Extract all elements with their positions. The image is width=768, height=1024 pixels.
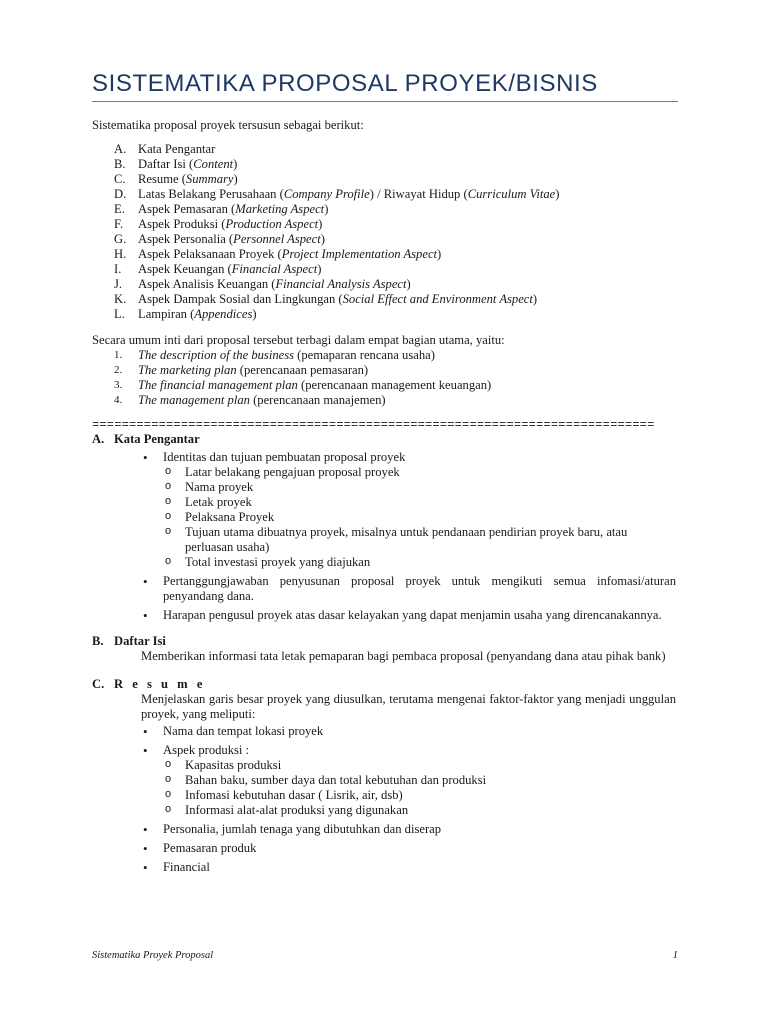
outline-list [92,142,676,322]
page-number: 1 [672,950,678,961]
sub-list-item: o Bahan baku, sumber daya dan total kebutuhan dan produksi [163,773,676,788]
summary-lead: Secara umum inti dari proposal tersebut terbagi dalam empat bagian utama, yaitu: [92,333,505,347]
list-item: • Personalia, jumlah tenaga yang dibutuhkan dan diserap [141,822,676,837]
sub-list-item: o Tujuan utama dibuatnya proyek, misalnya untuk pendanaan pendirian proyek baru, atau perluasan usaha) [163,525,676,555]
section-b-heading: B. Daftar Isi [92,634,166,648]
page-title: SISTEMATIKA PROPOSAL PROYEK/BISNIS [92,70,598,97]
part-item: 2. The marketing plan (perencanaan pemasaran) [114,363,369,377]
footer-title: Sistematika Proyek Proposal [92,950,214,961]
document-body [92,118,676,879]
list-item: • Aspek produksi : o Kapasitas produksi o Bahan baku, sumber daya dan total kebutuhan dan produksi o Infomasi kebutuhan dasar ( Lisrik, air, dsb) o Informasi alat-alat produksi yang digunakan [141,743,676,818]
title-rule [92,101,678,102]
sub-list-item: o Infomasi kebutuhan dasar ( Lisrik, air, dsb) [163,788,676,803]
outline-item: E. Aspek Pemasaran (Marketing Aspect) [114,202,329,216]
outline-item: B. Daftar Isi (Content) [114,157,238,171]
outline-item: J. Aspek Analisis Keuangan (Financial Analysis Aspect) [114,277,411,291]
section-c-heading: C. R e s u m e [92,677,206,691]
part-item: 1. The description of the business (pemaparan rencana usaha) [114,348,435,362]
outline-item: G. Aspek Personalia (Personnel Aspect) [114,232,325,246]
list-item: • Harapan pengusul proyek atas dasar kelayakan yang dapat menjamin usaha yang direncanakannya. [141,608,676,623]
section-a-heading: A. Kata Pengantar [92,432,200,446]
outline-item: F. Aspek Produksi (Production Aspect) [114,217,323,231]
page-footer [92,950,678,961]
list-item: • Pertanggungjawaban penyusunan proposal proyek untuk mengikuti semua infomasi/aturan penyandang dana. [141,574,676,604]
outline-item: L. Lampiran (Appendices) [114,307,257,321]
sub-list-item: o Letak proyek [163,495,676,510]
list-item: • Identitas dan tujuan pembuatan proposal proyek o Latar belakang pengajuan proposal proyek o Nama proyek o Letak proyek o Pelaksana Proyek o Tujuan utama dibuatnya proyek, misalnya untuk pendanaan pendirian proyek baru, atau perluasan usaha) o Total investasi proyek yang diajukan [141,450,676,570]
parts-list [92,348,676,408]
section-b-text: Memberikan informasi tata letak pemaparan bagi pembaca proposal (penyandang dana atau pihak bank) [141,649,666,663]
section-c-list [141,724,676,875]
section-c-text: Menjelaskan garis besar proyek yang diusulkan, terutama mengenai faktor-faktor yang menjadi unggulan proyek, yang meliputi: [141,692,676,721]
list-item: • Financial [141,860,676,875]
list-item: • Pemasaran produk [141,841,676,856]
separator-line: ============================================================================ [92,418,655,432]
outline-item: A. Kata Pengantar [114,142,216,156]
intro-text: Sistematika proposal proyek tersusun sebagai berikut: [92,118,364,132]
outline-item: C. Resume (Summary) [114,172,238,186]
part-item: 4. The management plan (perencanaan manajemen) [114,393,386,407]
outline-item: H. Aspek Pelaksanaan Proyek (Project Implementation Aspect) [114,247,442,261]
section-a-body [141,450,676,623]
sub-list-item: o Latar belakang pengajuan proposal proyek [163,465,676,480]
outline-item: K. Aspek Dampak Sosial dan Lingkungan (Social Effect and Environment Aspect) [114,292,538,306]
sub-list-item: o Kapasitas produksi [163,758,676,773]
list-item: • Nama dan tempat lokasi proyek [141,724,676,739]
outline-item: I. Aspek Keuangan (Financial Aspect) [114,262,322,276]
part-item: 3. The financial management plan (perencanaan management keuangan) [114,378,492,392]
outline-item: D. Latas Belakang Perusahaan (Company Profile) / Riwayat Hidup (Curriculum Vitae) [114,187,560,201]
sub-list-item: o Total investasi proyek yang diajukan [163,555,676,570]
sub-list-item: o Pelaksana Proyek [163,510,676,525]
sub-list-item: o Informasi alat-alat produksi yang digunakan [163,803,676,818]
sub-list-item: o Nama proyek [163,480,676,495]
